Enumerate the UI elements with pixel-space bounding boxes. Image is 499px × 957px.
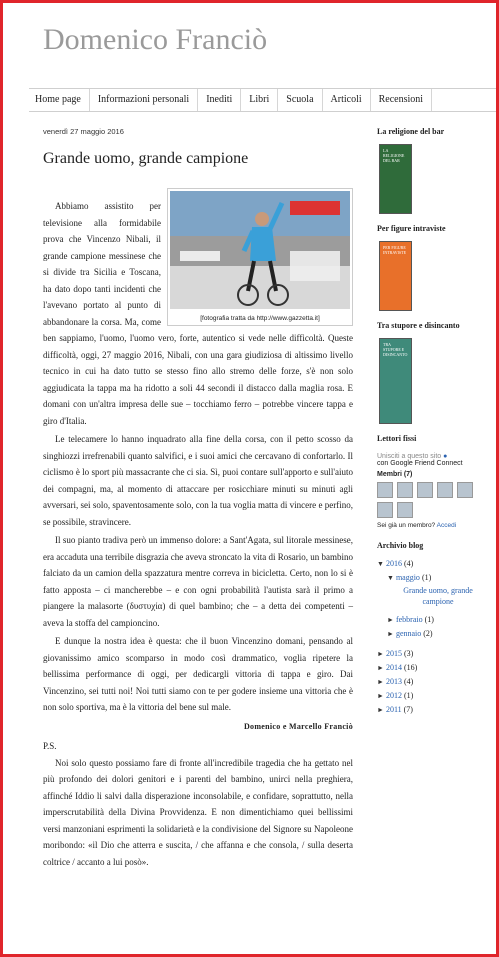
connect-label: con Google Friend Connect: [377, 460, 463, 467]
cyclist-illustration: [170, 191, 350, 309]
followers-heading: Lettori fissi: [377, 434, 417, 443]
nav-scuola[interactable]: Scuola: [278, 89, 322, 111]
triangle-right-icon[interactable]: ►: [377, 664, 384, 672]
post-body: [43, 198, 353, 716]
members-grid: [377, 482, 477, 518]
nav-articoli[interactable]: Articoli: [323, 89, 371, 111]
book-cover[interactable]: TRA STUPORE E DISINCANTO: [379, 338, 412, 424]
post-signature: Domenico e Marcello Franciò: [243, 721, 353, 731]
main-column: [43, 127, 353, 872]
post-paragraph: Abbiamo assistito per televisione alla formidabile prova che Vincenzo Nibali, il grande campione messinese che si divide tra Sicilia e Toscana, ha dato dopo tanti incidenti che l'avevano portato al punto di abbandonare la corsa. Ma, come ben sappiamo, l'uomo, l'uomo vero, forte, autentico si vede nelle difficoltà. Queste difficoltà, oggi, 27 maggio 2016, Nibali, con una gara giudiziosa di altissimo livello tecnico in cui ha dato tutto se stesso fino allo stremo delle forze, s'è non solo aggiudicata la tappa ma ha ridotto a soli 44 secondi il distacco dalla maglia rosa. E domani con un'altra impresa delle sue – tocchiamo ferro – potrebbe vincere tappa e giro d'Italia.: [43, 201, 353, 426]
nav-recensioni[interactable]: Recensioni: [371, 89, 432, 111]
photo-caption: [fotografia tratta da http://www.gazzetta.it]: [200, 315, 320, 322]
already-member: Sei già un membro? Accedi: [377, 522, 457, 529]
book-heading: La religione del bar: [377, 127, 445, 136]
nav-informazioni[interactable]: Informazioni personali: [90, 89, 198, 111]
archive-gennaio[interactable]: ► gennaio (2): [387, 629, 433, 638]
ps-paragraph: Noi solo questo possiamo fare di fronte all'incredibile tragedia che ha gettato nel più profondo dei dolori genitori e i parenti del bambino, unirci nella preghiera, affinché Iddio li salvi dalla disperazione inconsolabile, e confidare, soprattutto, nella imperscrutabilità della Divina Provvidenza. E non dimentichiamo quei bellissimi versi manzoniani esprimenti la solidarietà e la condivisione del Signore su Napoleone moribondo: «il Dio che atterra e suscita, / che affanna e che consola, / sulla deserta coltrice / accanto a lui posò».: [43, 757, 353, 867]
nav-home[interactable]: Home page: [29, 89, 90, 111]
archive-2016[interactable]: ▼ 2016 (4): [377, 559, 414, 568]
login-link[interactable]: Accedi: [436, 522, 457, 529]
archive-year[interactable]: ► 2015 (3): [377, 649, 414, 658]
book-heading: Tra stupore e disincanto: [377, 321, 460, 330]
book-widget: [377, 224, 495, 311]
top-nav: [29, 88, 497, 112]
triangle-down-icon[interactable]: ▼: [377, 560, 384, 568]
blog-title[interactable]: Domenico Franciò: [43, 23, 268, 56]
triangle-right-icon[interactable]: ►: [377, 650, 384, 658]
archive-year[interactable]: ► 2011 (7): [377, 705, 413, 714]
cyclist-image: [170, 191, 350, 309]
member-avatar[interactable]: [377, 502, 393, 518]
triangle-down-icon[interactable]: ▼: [387, 574, 394, 582]
ps-label: P.S.: [43, 740, 57, 751]
ps-body: [43, 755, 353, 871]
archive-year[interactable]: ► 2012 (1): [377, 691, 414, 700]
post-date: venerdì 27 maggio 2016: [43, 127, 124, 136]
archive-maggio[interactable]: ▼ maggio (1): [387, 573, 432, 582]
member-avatar[interactable]: [417, 482, 433, 498]
members-label: Membri (7): [377, 471, 413, 478]
post-photo[interactable]: [167, 188, 353, 326]
member-avatar[interactable]: [377, 482, 393, 498]
archive-year[interactable]: ► 2014 (16): [377, 663, 418, 672]
book-cover[interactable]: LA RELIGIONE DEL BAR: [379, 144, 412, 214]
book-widget: [377, 321, 495, 424]
triangle-right-icon[interactable]: ►: [387, 630, 394, 638]
archive-post-link[interactable]: Grande uomo, grande campione: [403, 586, 473, 606]
book-heading: Per figure intraviste: [377, 224, 446, 233]
followers-widget: [377, 434, 495, 529]
member-avatar[interactable]: [397, 482, 413, 498]
post-paragraph: Le telecamere lo hanno inquadrato alla fine della corsa, con il petto scosso da singhiozzi irrefrenabili quanto salvifici, e i suoi amici che cercavano di confortarlo. Il ciclismo è lo sport più massacrante che ci sia. Sì, puoi contare sull'apporto e sull'aiuto dei compagni, ma, al momento di attaccare per rosicchiare minuti su minuti agli avversari, sei solo, spaventosamente solo, con la tua voglia matta di vincere e perfino, se possibile, stravincere.: [43, 434, 353, 527]
triangle-right-icon[interactable]: ►: [387, 616, 394, 624]
nav-libri[interactable]: Libri: [241, 89, 278, 111]
member-avatar[interactable]: [457, 482, 473, 498]
archive-widget: [377, 539, 495, 717]
triangle-right-icon[interactable]: ►: [377, 706, 384, 714]
member-avatar[interactable]: [397, 502, 413, 518]
post-paragraph: E dunque la nostra idea è questa: che il buon Vincenzino domani, pensando al giovanissimo amico scomparso in modo così drammatico, voglia ripetere la bellissima performance di oggi, per dedicargli vittoria di tappa e giro. Dai Vincenzino, sei tutti noi! Noi tutti siamo con te per godere insieme una vittoria che è non solo sportiva, ma è la vittoria del bene sul male.: [43, 636, 353, 712]
triangle-right-icon[interactable]: ►: [377, 692, 384, 700]
book-widget: [377, 127, 495, 214]
sidebar: [377, 127, 495, 727]
archive-febbraio[interactable]: ► febbraio (1): [387, 615, 434, 624]
archive-heading: Archivio blog: [377, 541, 424, 550]
archive-year[interactable]: ► 2013 (4): [377, 677, 414, 686]
triangle-right-icon[interactable]: ►: [377, 678, 384, 686]
google-connect-icon: ●: [443, 453, 448, 460]
member-avatar[interactable]: [437, 482, 453, 498]
post-paragraph: Il suo pianto tradiva però un immenso dolore: a Sant'Agata, sul litorale messinese, era accaduta una terribile disgrazia che aveva stroncato la vita di Rosario, un bambino falciato da un camion della spazzatura mentre correva in bicicletta. Certo, non lo si è fatto apposta – ci mancherebbe – e con ogni probabilità l'autista sarà il primo a piangere la malasorte (δυστυχία) di quel bambino; che – a detta dei competenti – aveva la stoffa del campioncino.: [43, 535, 353, 628]
join-link[interactable]: Unisciti a questo sito ●: [377, 453, 448, 460]
book-cover[interactable]: PER FIGURE INTRAVISTE: [379, 241, 412, 311]
post-title[interactable]: Grande uomo, grande campione: [43, 150, 249, 167]
nav-inediti[interactable]: Inediti: [198, 89, 241, 111]
